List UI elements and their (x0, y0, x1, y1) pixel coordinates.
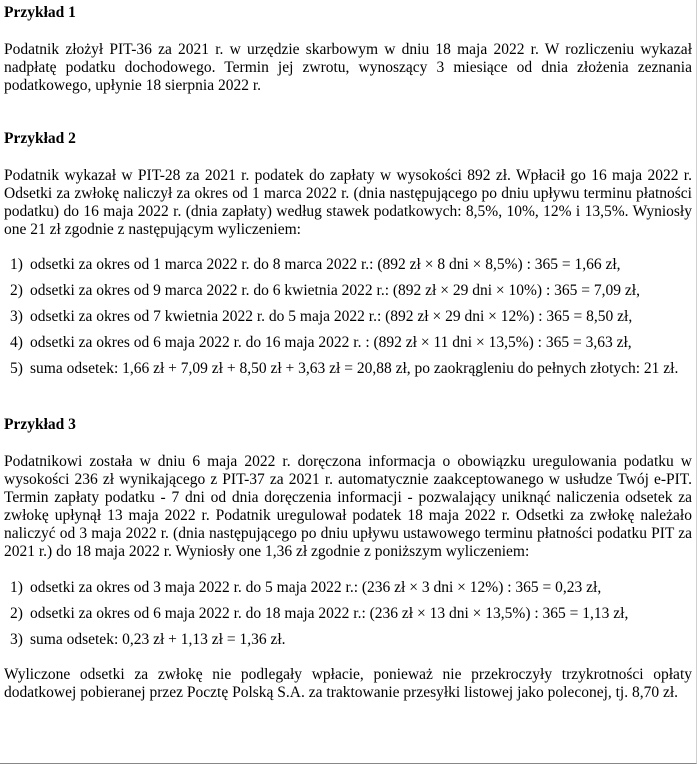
list-number: 3) (10, 308, 23, 325)
example-2 (4, 130, 692, 378)
list-text: odsetki za okres od 6 maja 2022 r. do 16 maja 2022 r. : (892 zł × 11 dni × 13,5%) : 365 = 3,63 zł, (30, 334, 632, 351)
list-item (4, 360, 692, 378)
list-text: odsetki za okres od 1 marca 2022 r. do 8 marca 2022 r.: (892 zł × 8 dni × 8,5%) : 365 = 1,66 zł, (30, 256, 621, 273)
list-number: 4) (10, 334, 23, 351)
list-number: 5) (10, 360, 23, 377)
list-number: 3) (10, 631, 23, 648)
list-item (4, 579, 692, 597)
list-number: 1) (10, 256, 23, 273)
example-1 (4, 4, 692, 95)
list-item (4, 605, 692, 623)
example-heading: Przykład 1 (4, 4, 76, 21)
list-item (4, 631, 692, 649)
closing-paragraph: Wyliczone odsetki za zwłokę nie podlegały wpłacie, ponieważ nie przekroczyły trzykrotności opłaty dodatkowej pobieranej przez Pocztę Polską S.A. za traktowanie przesyłki listowej jako poleconej, tj. 8,70 zł. (4, 666, 692, 701)
list-number: 2) (10, 282, 23, 299)
calculation-list (4, 256, 692, 378)
example-paragraph: Podatnik złożył PIT-36 za 2021 r. w urzędzie skarbowym w dniu 18 maja 2022 r. W rozliczeniu wykazał nadpłatę podatku dochodowego. Termin jej zwrotu, wynoszący 3 miesiące od dnia złożenia zeznania podatkowego, upłynie 18 sierpnia 2022 r. (4, 41, 692, 94)
list-text: suma odsetek: 1,66 zł + 7,09 zł + 8,50 zł + 3,63 zł = 20,88 zł, po zaokrągleniu do pełnych złotych: 21 zł. (30, 360, 679, 377)
list-item (4, 334, 692, 352)
list-number: 2) (10, 605, 23, 622)
example-paragraph: Podatnik wykazał w PIT-28 za 2021 r. podatek do zapłaty w wysokości 892 zł. Wpłacił go 16 maja 2022 r. Odsetki za zwłokę naliczył za okres od 1 marca 2022 r. (dnia następującego po dniu upływu terminu płatności podatku) do 16 maja 2022 r. (dnia zapłaty) według stawek podatkowych: 8,5%, 10%, 12% i 13,5%. Wyniosły one 21 zł zgodnie z następującym wyliczeniem: (4, 167, 692, 238)
list-number: 1) (10, 579, 23, 596)
example-heading: Przykład 2 (4, 130, 76, 147)
example-paragraph: Podatnikowi została w dniu 6 maja 2022 r. doręczona informacja o obowiązku uregulowania podatku w wysokości 236 zł wynikającego z PIT-37 za 2021 r. automatycznie zaakceptowanego w usłudze Twój e-PIT. Termin zapłaty podatku - 7 dni od dnia doręczenia informacji - pozwalający uniknąć naliczenia odsetek za zwłokę upłynął 13 maja 2022 r. Podatnik uregulował podatek 18 maja 2022 r. Odsetki za zwłokę należało naliczyć od 3 maja 2022 r. (dnia następującego po dniu upływu ustawowego terminu płatności podatku PIT za 2021 r.) do 18 maja 2022 r. Wyniosły one 1,36 zł zgodnie z poniższym wyliczeniem: (4, 453, 692, 560)
list-text: odsetki za okres od 7 kwietnia 2022 r. do 5 maja 2022 r.: (892 zł × 29 dni × 12%) : 365 = 8,50 zł, (30, 308, 633, 325)
list-item (4, 256, 692, 274)
list-text: odsetki za okres od 3 maja 2022 r. do 5 maja 2022 r.: (236 zł × 3 dni × 12%) : 365 = 0,23 zł, (30, 579, 602, 596)
list-item (4, 282, 692, 300)
example-3 (4, 416, 692, 702)
calculation-list (4, 579, 692, 649)
example-heading: Przykład 3 (4, 416, 76, 433)
list-item (4, 308, 692, 326)
list-text: suma odsetek: 0,23 zł + 1,13 zł = 1,36 zł. (30, 631, 286, 648)
document-body (4, 4, 692, 702)
list-text: odsetki za okres od 6 maja 2022 r. do 18 maja 2022 r.: (236 zł × 13 dni × 13,5%) : 365 = 1,13 zł, (30, 605, 629, 622)
list-text: odsetki za okres od 9 marca 2022 r. do 6 kwietnia 2022 r.: (892 zł × 29 dni × 10%) : 365 = 7,09 zł, (30, 282, 640, 299)
